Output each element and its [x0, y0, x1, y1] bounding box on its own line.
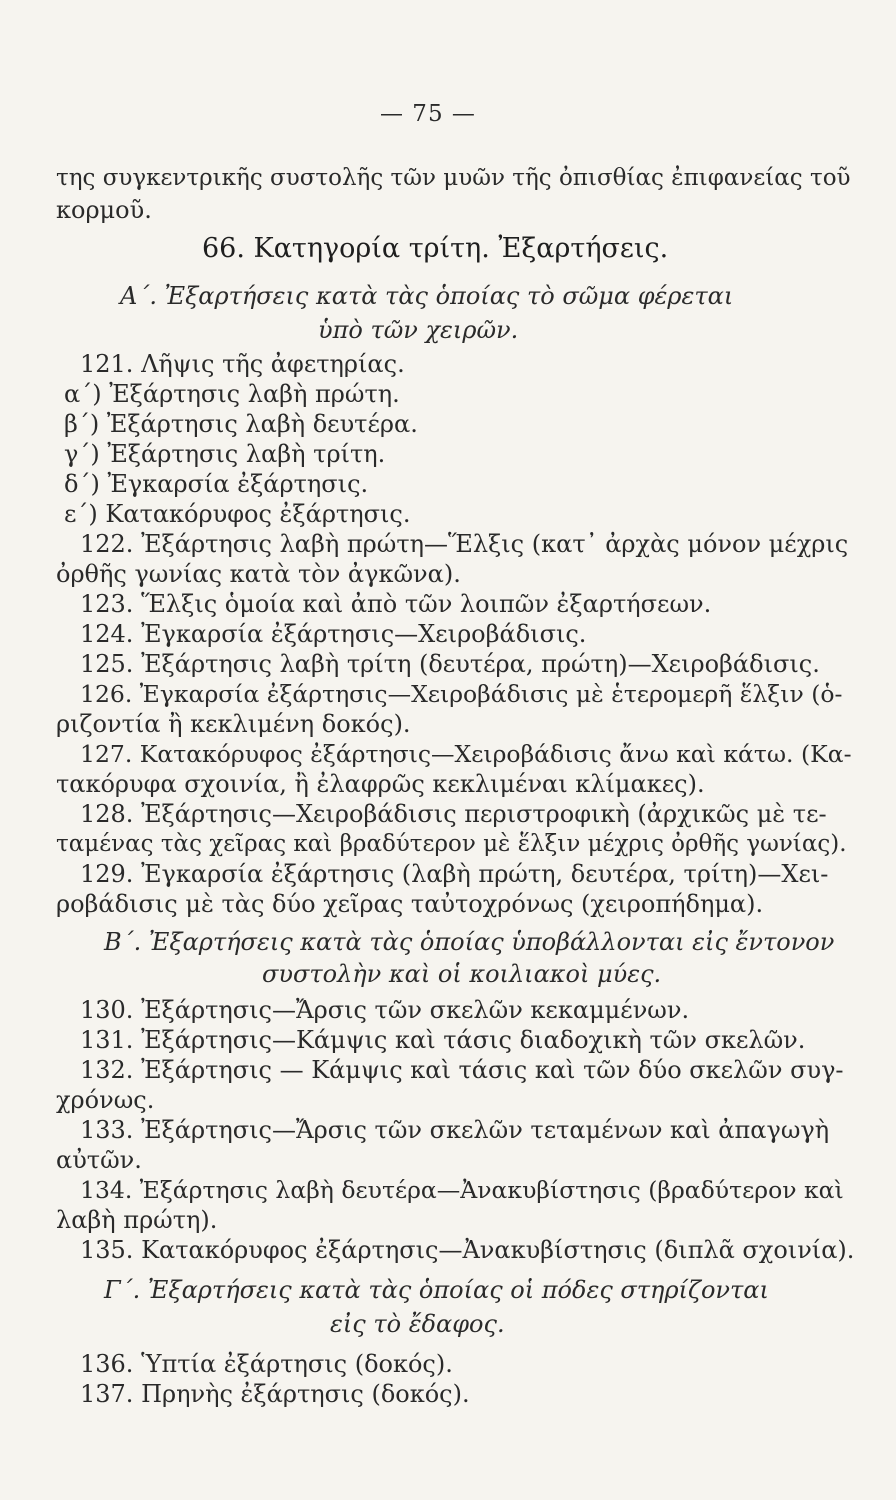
- text-line: κορμοῦ.: [56, 196, 152, 224]
- list-item: 133. Ἐξάρτησις—Ἄρσις τῶν σκελῶν τεταμένων καὶ ἀπαγωγὴ: [80, 1116, 830, 1144]
- list-item: ταμένας τὰς χεῖρας καὶ βραδύτερον μὲ ἕλξιν μέχρις ὀρθῆς γωνίας).: [56, 831, 847, 857]
- section-title: Γ΄. Ἐξαρτήσεις κατὰ τὰς ὁποίας οἱ πόδες στηρίζονται: [104, 1276, 769, 1304]
- section-title: ὑπὸ τῶν χειρῶν.: [318, 316, 519, 344]
- list-item: α΄) Ἐξάρτησις λαβὴ πρώτη.: [64, 380, 400, 408]
- list-item: β΄) Ἐξάρτησις λαβὴ δευτέρα.: [64, 410, 418, 438]
- section-title: Α΄. Ἐξαρτήσεις κατὰ τὰς ὁποίας τὸ σῶμα φέρεται: [120, 282, 734, 310]
- list-item: 122. Ἐξάρτησις λαβὴ πρώτη—Ἕλξις (κατ᾽ ἀρχὰς μόνον μέχρις: [80, 530, 849, 558]
- list-item: 136. Ὑπτία ἐξάρτησις (δοκός).: [80, 1350, 453, 1378]
- text-line: της συγκεντρικῆς συστολῆς τῶν μυῶν τῆς ὀπισθίας ἐπιφανείας τοῦ: [56, 165, 851, 191]
- list-item: 123. Ἕλξις ὁμοία καὶ ἀπὸ τῶν λοιπῶν ἐξαρτήσεων.: [80, 590, 712, 618]
- list-item: λαβὴ πρώτη).: [56, 1206, 218, 1234]
- list-item: 137. Πρηνὴς ἐξάρτησις (δοκός).: [80, 1380, 470, 1408]
- list-item: 124. Ἐγκαρσία ἐξάρτησις—Χειροβάδισις.: [80, 620, 587, 648]
- list-item: 130. Ἐξάρτησις—Ἄρσις τῶν σκελῶν κεκαμμένων.: [80, 996, 690, 1024]
- list-item: 131. Ἐξάρτησις—Κάμψις καὶ τάσις διαδοχικὴ τῶν σκελῶν.: [80, 1026, 806, 1054]
- list-item: ριζοντία ἢ κεκλιμένη δοκός).: [56, 710, 411, 738]
- list-item: 125. Ἐξάρτησις λαβὴ τρίτη (δευτέρα, πρώτη)—Χειροβάδισις.: [80, 650, 820, 678]
- list-item: 128. Ἐξάρτησις—Χειροβάδισις περιστροφικὴ (ἀρχικῶς μὲ τε-: [80, 800, 827, 828]
- list-item: 132. Ἐξάρτησις — Κάμψις καὶ τάσις καὶ τῶν δύο σκελῶν συγ-: [80, 1056, 844, 1084]
- list-item: αὐτῶν.: [56, 1146, 142, 1174]
- list-item: 127. Κατακόρυφος ἐξάρτησις—Χειροβάδισις ἄνω καὶ κάτω. (Κα-: [80, 740, 852, 768]
- list-item: 129. Ἐγκαρσία ἐξάρτησις (λαβὴ πρώτη, δευτέρα, τρίτη)—Χει-: [80, 860, 829, 888]
- list-item: 135. Κατακόρυφος ἐξάρτησις—Ἀνακυβίστησις (διπλᾶ σχοινία).: [80, 1236, 855, 1264]
- list-item: χρόνως.: [56, 1086, 155, 1114]
- list-item: ὀρθῆς γωνίας κατὰ τὸν ἀγκῶνα).: [56, 560, 461, 588]
- section-title: εἰς τὸ ἔδαφος.: [330, 1310, 505, 1338]
- list-item: 134. Ἐξάρτησις λαβὴ δευτέρα—Ἀνακυβίστησις (βραδύτερον καὶ: [80, 1176, 844, 1204]
- chapter-heading: 66. Κατηγορία τρίτη. Ἐξαρτήσεις.: [202, 233, 669, 264]
- list-item: ε΄) Κατακόρυφος ἐξάρτησις.: [64, 500, 411, 528]
- list-item: τακόρυφα σχοινία, ἢ ἐλαφρῶς κεκλιμέναι κλίμακες).: [56, 770, 705, 798]
- page-number: — 75 —: [380, 101, 476, 127]
- list-item: ροβάδισις μὲ τὰς δύο χεῖρας ταὐτοχρόνως (χειροπήδημα).: [56, 890, 764, 918]
- section-title: συστολὴν καὶ οἱ κοιλιακοὶ μύες.: [262, 960, 662, 988]
- list-item: γ΄) Ἐξάρτησις λαβὴ τρίτη.: [64, 440, 386, 468]
- section-title: Β΄. Ἐξαρτήσεις κατὰ τὰς ὁποίας ὑποβάλλονται εἰς ἔντονον: [104, 928, 835, 956]
- list-item: δ΄) Ἐγκαρσία ἐξάρτησις.: [64, 470, 369, 498]
- list-item: 121. Λῆψις τῆς ἀφετηρίας.: [80, 350, 405, 378]
- list-item: 126. Ἐγκαρσία ἐξάρτησις—Χειροβάδισις μὲ ἑτερομερῆ ἕλξιν (ὁ-: [80, 680, 843, 708]
